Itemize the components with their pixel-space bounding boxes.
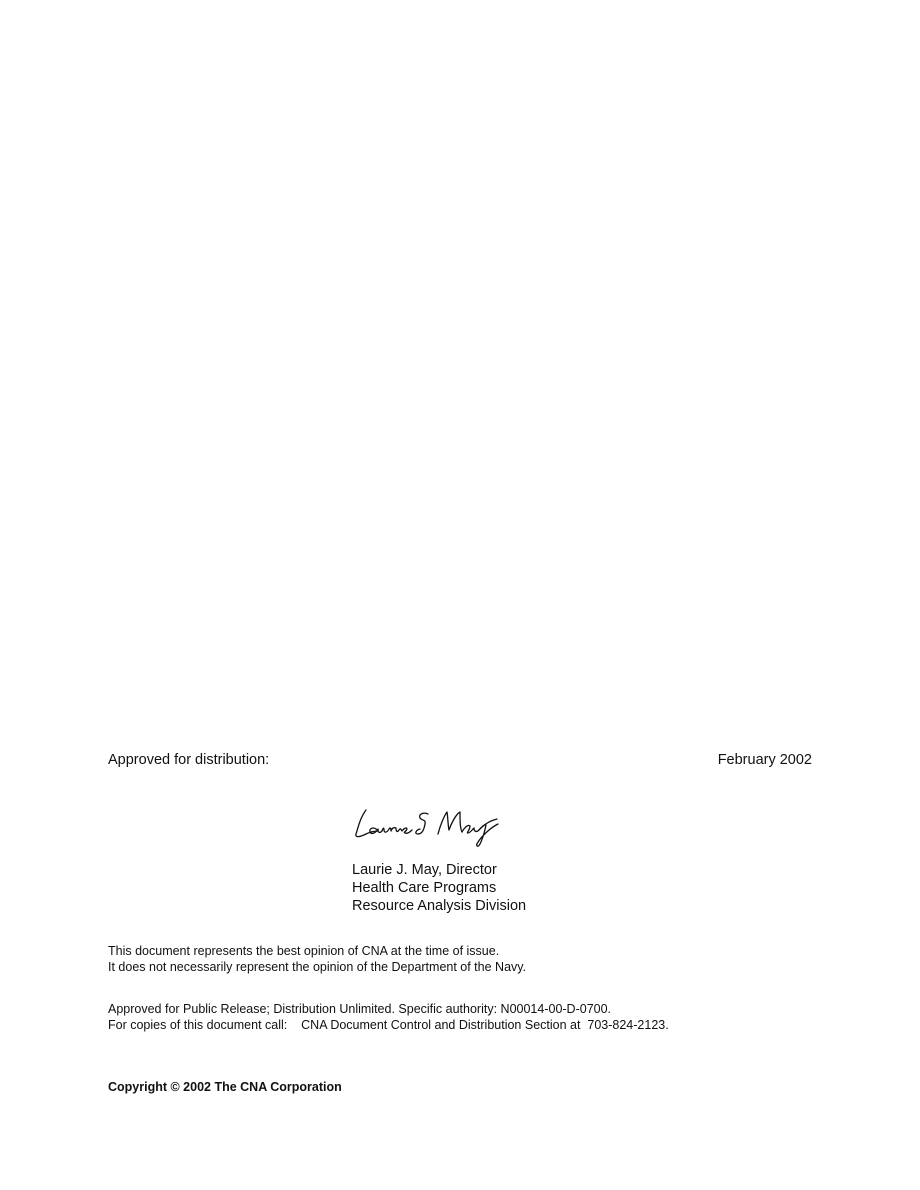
- disclaimer-line-2: It does not necessarily represent the opinion of the Department of the Navy.: [108, 960, 527, 974]
- signer-program: Health Care Programs: [352, 880, 497, 896]
- signer-division: Resource Analysis Division: [352, 898, 527, 914]
- copyright-notice: Copyright © 2002 The CNA Corporation: [108, 1080, 342, 1094]
- release-line-1: Approved for Public Release; Distribution Unlimited. Specific authority: N00014-00-D-0700.: [108, 1002, 612, 1016]
- signature-image: [352, 804, 500, 850]
- signer-name-title: Laurie J. May, Director: [352, 862, 497, 878]
- release-block: [108, 1001, 669, 1033]
- disclaimer-block: [108, 943, 526, 975]
- release-line-2: For copies of this document call: CNA Document Control and Distribution Section at 703-824-2123.: [108, 1018, 669, 1032]
- publication-date: February 2002: [717, 752, 812, 768]
- approval-row: [108, 752, 812, 772]
- approved-for-distribution-label: Approved for distribution:: [108, 752, 270, 768]
- disclaimer-line-1: This document represents the best opinion of CNA at the time of issue.: [108, 944, 500, 958]
- signer-block: [352, 861, 526, 915]
